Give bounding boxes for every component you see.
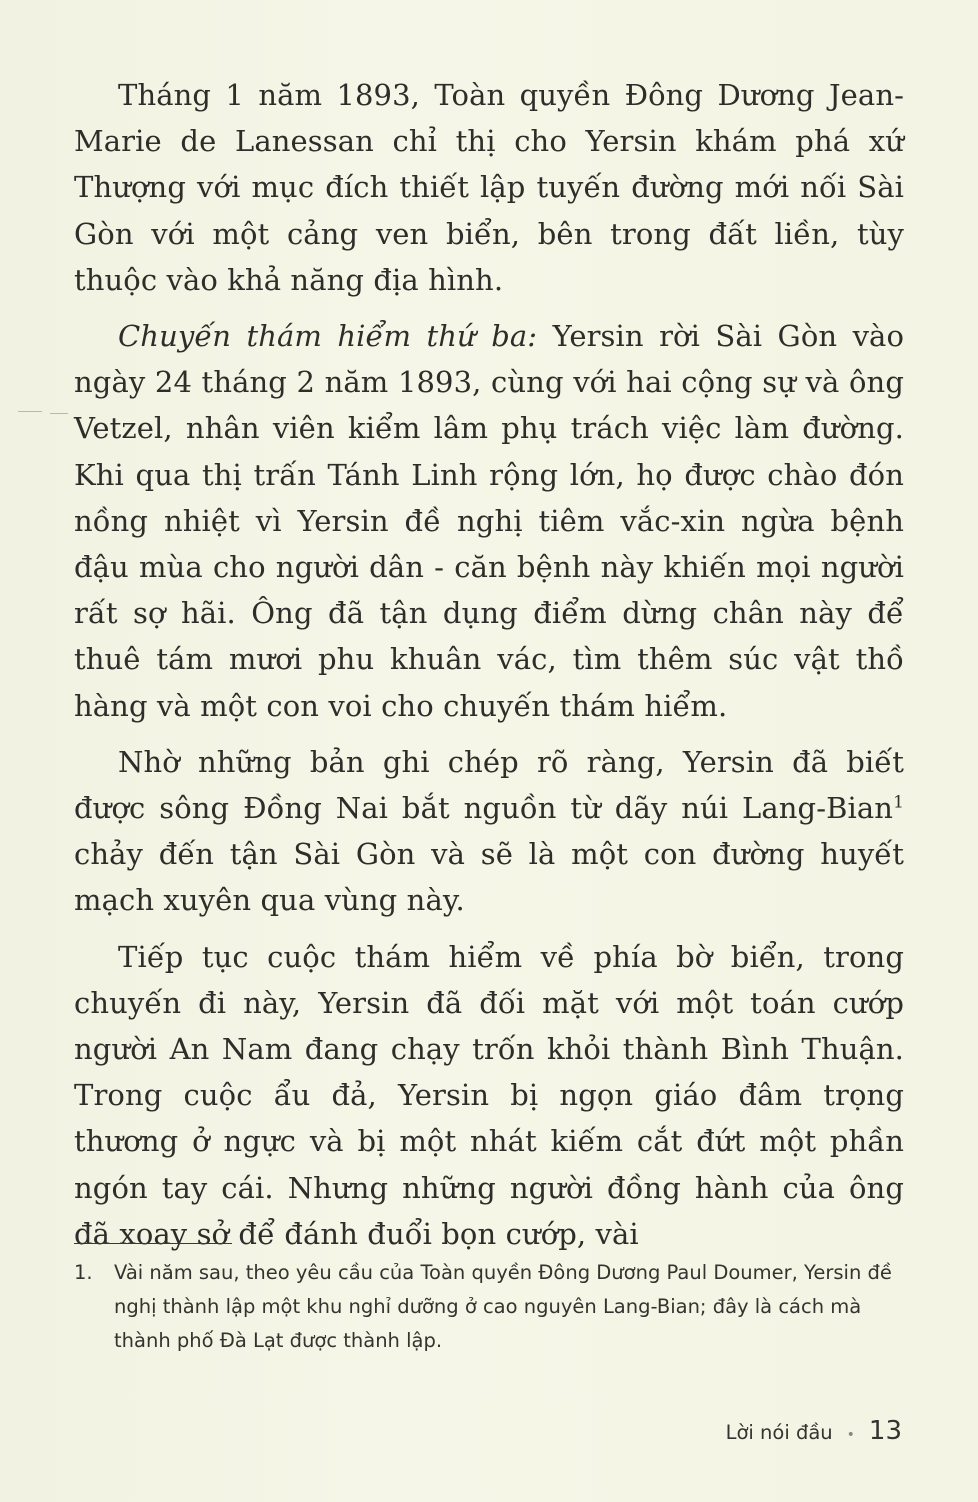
paragraph-text: Yersin rời Sài Gòn vào ngày 24 tháng 2 năm 1893, cùng với hai cộng sự và ông Vetzel, nhân viên kiểm lâm phụ trách việc làm đường. Khi qua thị trấn Tánh Linh rộng lớn, họ được chào đón nồng nhiệt vì Yersin đề nghị tiêm vắc-xin ngừa bệnh đậu mùa cho người dân - căn bệnh này khiến mọi người rất sợ hãi. Ông đã tận dụng điểm dừng chân này để thuê tám mươi phu khuân vác, tìm thêm súc vật thồ hàng và một con voi cho chuyến thám hiểm.	[74, 319, 905, 723]
paragraph-italic-lead: Chuyến thám hiểm thứ ba:	[118, 319, 538, 354]
footnote-divider	[74, 1243, 232, 1244]
body-text	[74, 72, 904, 1267]
margin-artifact	[18, 411, 42, 412]
paragraph-text: chảy đến tận Sài Gòn và sẽ là một con đường huyết mạch xuyên qua vùng này.	[74, 837, 904, 918]
footnote-number: 1.	[74, 1261, 93, 1284]
footer-separator: •	[846, 1427, 855, 1443]
running-footer	[726, 1416, 902, 1446]
footnote-text: Vài năm sau, theo yêu cầu của Toàn quyền Đông Dương Paul Doumer, Yersin đề nghị thành lập một khu nghỉ dưỡng ở cao nguyên Lang-Bian; đây là cách mà thành phố Đà Lạt được thành lập.	[114, 1261, 892, 1352]
paragraph	[74, 934, 904, 1257]
paragraph-text: Tháng 1 năm 1893, Toàn quyền Đông Dương Jean-Marie de Lanessan chỉ thị cho Yersin khám phá xứ Thượng với mục đích thiết lập tuyến đường mới nối Sài Gòn với một cảng ven biển, bên trong đất liền, tùy thuộc vào khả năng địa hình.	[74, 78, 904, 297]
paragraph	[74, 72, 904, 303]
section-title: Lời nói đầu	[725, 1421, 833, 1444]
paragraph-text: Nhờ những bản ghi chép rõ ràng, Yersin đã biết được sông Đồng Nai bắt nguồn từ dãy núi Lang-Bian	[74, 744, 904, 826]
paragraph	[74, 313, 904, 729]
paragraph-text: Tiếp tục cuộc thám hiểm về phía bờ biển, trong chuyến đi này, Yersin đã đối mặt với một toán cướp người An Nam đang chạy trốn khỏi thành Bình Thuận. Trong cuộc ẩu đả, Yersin bị ngọn giáo đâm trọng thương ở ngực và bị một nhát kiếm cắt đứt một phần ngón tay cái. Nhưng những người đồng hành của ông đã xoay sở để đánh đuổi bọn cướp, vài	[74, 939, 904, 1251]
footnote	[74, 1256, 904, 1358]
footnote-reference[interactable]: 1	[893, 792, 904, 813]
paragraph	[74, 739, 904, 924]
page-number: 13	[868, 1416, 902, 1446]
margin-artifact	[50, 413, 68, 414]
